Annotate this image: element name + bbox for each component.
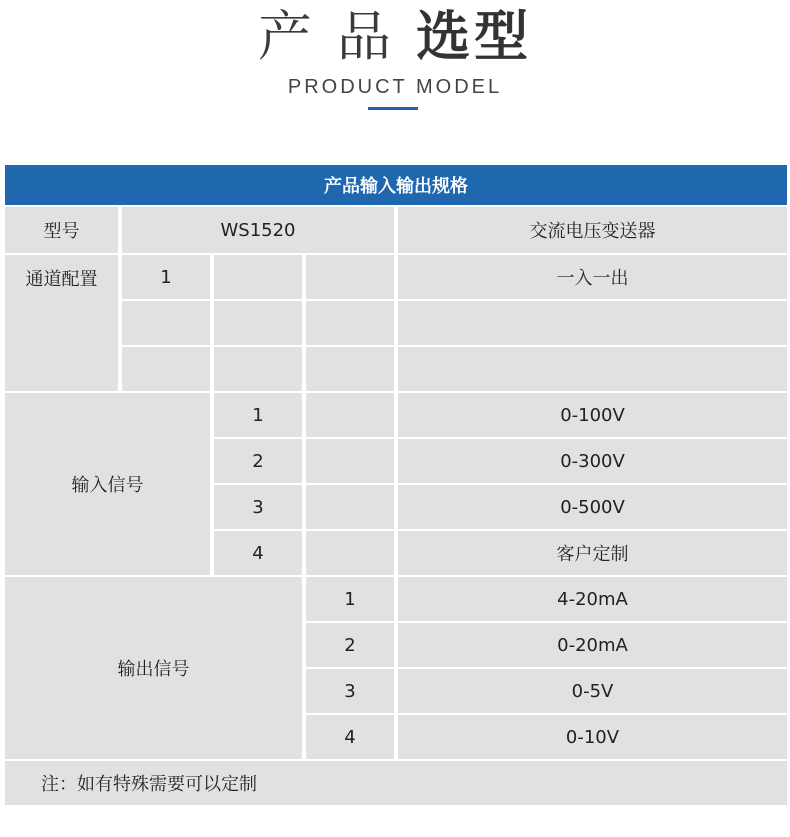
table-cell-empty [306, 393, 394, 437]
input-code: 1 [214, 393, 302, 437]
input-code: 3 [214, 485, 302, 529]
spec-table [5, 165, 785, 796]
table-cell-empty [122, 347, 210, 391]
table-cell-empty [306, 439, 394, 483]
output-code: 1 [306, 577, 394, 621]
channel-label: 通道配置 [5, 255, 118, 391]
page-title-light: 产 品 [257, 5, 417, 68]
output-value: 0-10V [398, 715, 787, 759]
page-subtitle: PRODUCT MODEL [287, 76, 503, 98]
output-code: 4 [306, 715, 394, 759]
input-code: 2 [214, 439, 302, 483]
table-note: 注：如有特殊需要可以定制 [5, 761, 787, 805]
output-code: 3 [306, 669, 394, 713]
table-cell-empty [306, 301, 394, 345]
channel-code: 1 [122, 255, 210, 299]
table-cell-empty [122, 301, 210, 345]
table-cell-empty [214, 347, 302, 391]
table-cell-empty [306, 347, 394, 391]
input-code: 4 [214, 531, 302, 575]
input-value: 客户定制 [398, 531, 787, 575]
output-value: 0-20mA [398, 623, 787, 667]
table-cell-empty [306, 255, 394, 299]
table-cell-empty [398, 301, 787, 345]
output-label: 输出信号 [5, 577, 302, 759]
table-cell-empty [214, 255, 302, 299]
model-code: WS1520 [122, 207, 394, 253]
page-title-bold: 选型 [416, 5, 533, 68]
output-value: 4-20mA [398, 577, 787, 621]
output-code: 2 [306, 623, 394, 667]
page-title [0, 2, 790, 72]
model-label: 型号 [5, 207, 118, 253]
input-label: 输入信号 [5, 393, 210, 575]
output-value: 0-5V [398, 669, 787, 713]
table-cell-empty [398, 347, 787, 391]
table-cell-empty [306, 531, 394, 575]
title-underline [368, 107, 418, 110]
input-value: 0-100V [398, 393, 787, 437]
input-value: 0-300V [398, 439, 787, 483]
channel-value: 一入一出 [398, 255, 787, 299]
table-caption: 产品输入输出规格 [5, 165, 787, 205]
model-name: 交流电压变送器 [398, 207, 787, 253]
input-value: 0-500V [398, 485, 787, 529]
table-cell-empty [214, 301, 302, 345]
table-cell-empty [306, 485, 394, 529]
